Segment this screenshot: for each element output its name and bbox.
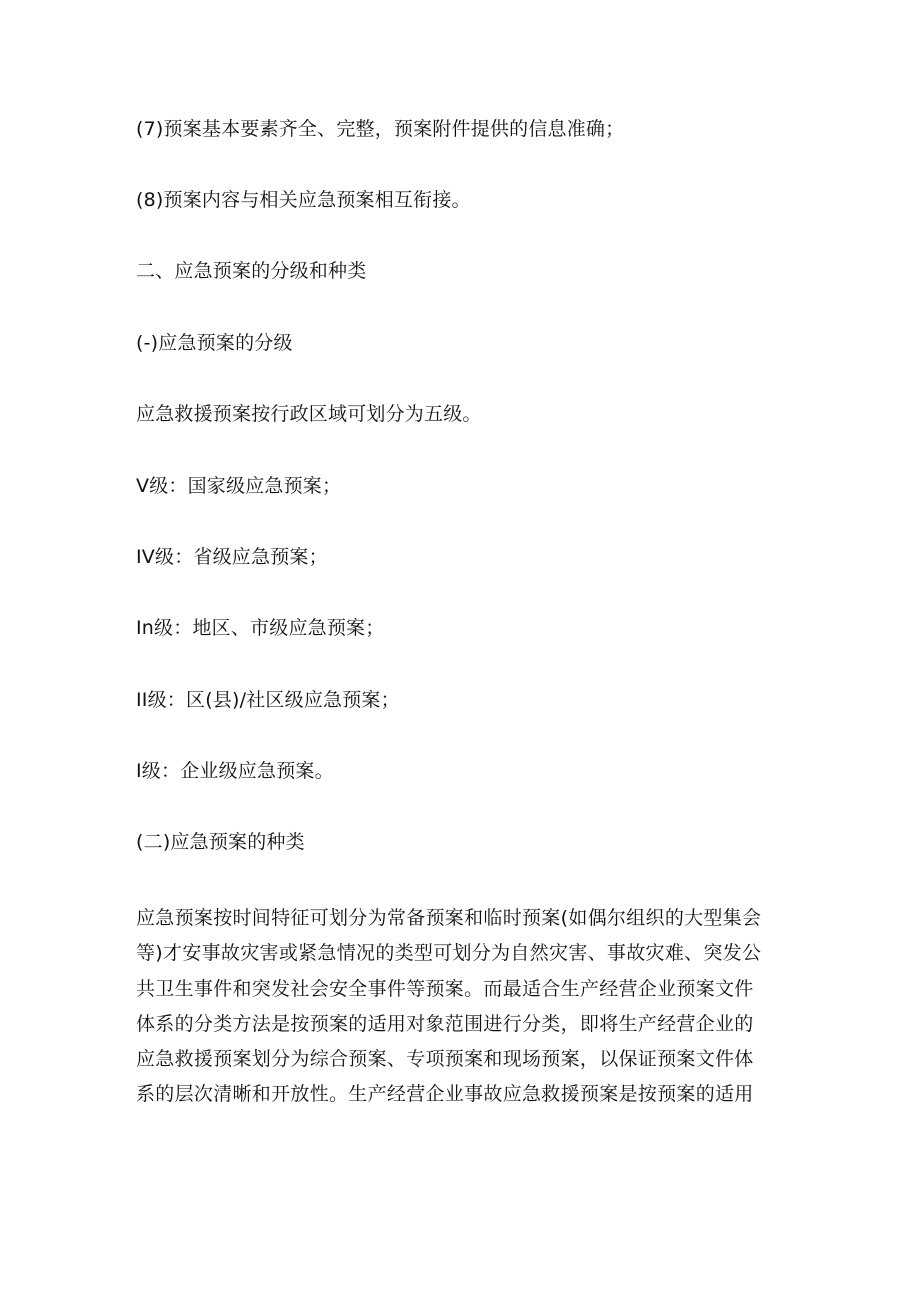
subsection-heading-levels: (-)应急预案的分级 (136, 332, 293, 354)
paragraph-line: 系的层次清晰和开放性。生产经营企业事故应急救援预案是按预案的适用 (136, 1083, 754, 1106)
level-iv: IV级：省级应急预案； (136, 546, 328, 568)
paragraph-line: 共卫生事件和突发社会安全事件等预案。而最适合生产经营企业预案文件 (136, 977, 754, 1000)
levels-intro: 应急救援预案按行政区域可划分为五级。 (136, 403, 482, 425)
level-iii: In级：地区、市级应急预案； (136, 617, 385, 639)
types-paragraph (136, 901, 796, 1113)
subsection-heading-types: (二)应急预案的种类 (136, 831, 305, 853)
level-ii: II级：区(县)/社区级应急预案； (136, 689, 400, 711)
paragraph-line: 等)才安事故灾害或紧急情况的类型可划分为自然灾害、事故灾难、突发公 (136, 942, 762, 965)
level-i: I级：企业级应急预案。 (136, 760, 334, 782)
paragraph-line: 体系的分类方法是按预案的适用对象范围进行分类，即将生产经营企业的 (136, 1012, 754, 1035)
item-7: (7)预案基本要素齐全、完整，预案附件提供的信息准确； (136, 118, 625, 140)
item-8: (8)预案内容与相关应急预案相互衔接。 (136, 189, 471, 211)
paragraph-line: 应急预案按时间特征可划分为常备预案和临时预案(如偶尔组织的大型集会 (136, 907, 762, 929)
level-v: V级：国家级应急预案； (136, 475, 342, 497)
paragraph-line: 应急救援预案划分为综合预案、专项预案和现场预案，以保证预案文件体 (136, 1048, 754, 1071)
section-heading: 二、应急预案的分级和种类 (136, 260, 367, 282)
